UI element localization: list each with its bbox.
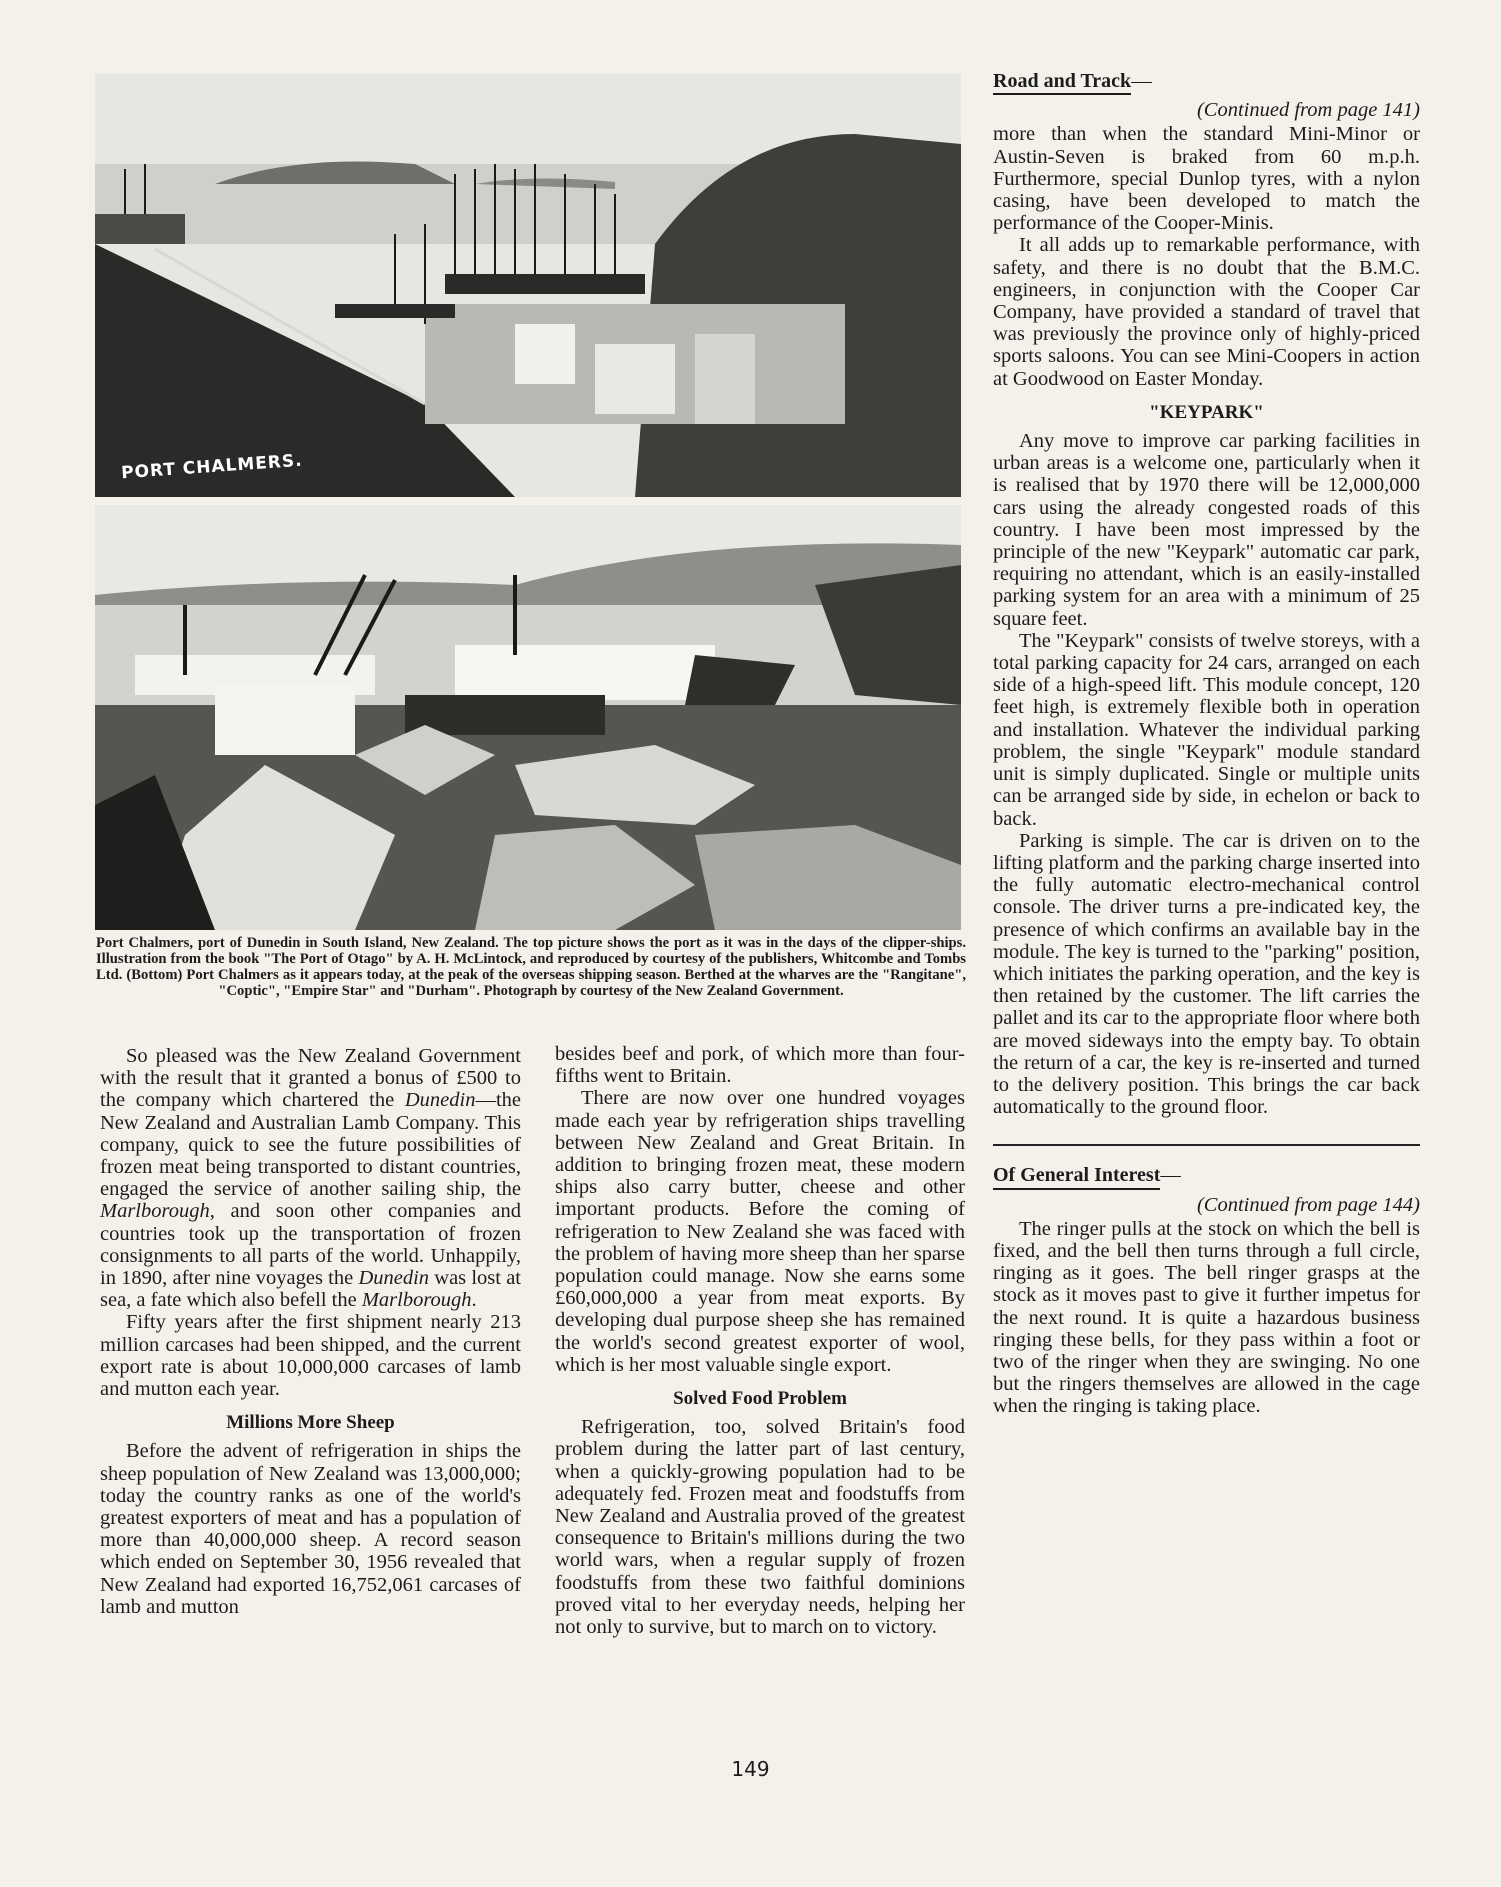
photo-port-chalmers-historic	[95, 74, 961, 497]
general-interest-title-row	[993, 1164, 1420, 1189]
heading-keypark: "KEYPARK"	[1149, 401, 1264, 423]
road-and-track-title: Road and Track	[993, 70, 1131, 95]
left-paragraph-3: Before the advent of refrigeration in ships the sheep population of New Zealand was 13,000,000; today the country ranks as one of the world's greatest exporters of meat and has a population of more than 40,000,000 sheep. A record season which ended on September 30, 1956 revealed that New Zealand had exported 16,752,061 carcases of lamb and mutton	[100, 1440, 521, 1618]
road-paragraph-2: It all adds up to remarkable performance, with safety, and there is no doubt that the B.M.C. engineers, in conjunction with the Cooper Car Company, have provided a standard of travel that was previously the province only of highly-priced sports saloons. You can see Mini-Coopers in action at Goodwood on Easter Monday.	[993, 234, 1420, 390]
photo-caption: Port Chalmers, port of Dunedin in South Island, New Zealand. The top picture shows the port as it was in the days of the clipper-ships. Illustration from the book "The Port of Otago" by A. H. McLintock, and reproduced by courtesy of the publishers, Whitcombe and Tombs Ltd. (Bottom) Port Chalmers as it appears today, at the peak of the overseas shipping season. Berthed at the wharves are the "Rangitane", "Coptic", "Empire Star" and "Durham". Photograph by courtesy of the New Zealand Government.	[96, 935, 966, 999]
section-divider	[993, 1144, 1420, 1146]
road-paragraph-1: more than when the standard Mini-Minor or Austin-Seven is braked from 60 m.p.h. Furthermore, special Dunlop tyres, with a nylon casing, have been developed to match the performance of the Cooper-Minis.	[993, 123, 1420, 235]
road-and-track-title-row	[993, 70, 1420, 95]
left-paragraph-2: Fifty years after the first shipment nearly 213 million carcases had been shipped, and the current export rate is about 10,000,000 carcases of lamb and mutton each year.	[100, 1311, 521, 1401]
keypark-paragraph-1: Any move to improve car parking facilities in urban areas is a welcome one, particularly when it is realised that by 1970 there will be 12,000,000 cars using the already congested roads of this country. I have been most impressed by the principle of the new "Keypark" automatic car park, requiring no attendant, which is an easily-installed parking system for an area with a minimum of 25 square feet.	[993, 430, 1420, 630]
middle-column	[555, 1043, 965, 1638]
heading-solved-food-problem: Solved Food Problem	[673, 1388, 847, 1410]
general-paragraph-1: The ringer pulls at the stock on which the bell is fixed, and the bell then turns through a full circle, ringing as it goes. The bell ringer grasps at the stock as it moves past to give it further impetus for the next round. It is quite a hazardous business ringing these bells, for they pass within a foot or two of the ringer when they are swinging. No one but the ringers themselves are allowed in the cage when the ringing is taking place.	[993, 1217, 1420, 1418]
historic-harbour-image	[95, 74, 961, 497]
photo-port-chalmers-modern	[95, 505, 961, 930]
right-column	[993, 70, 1420, 1418]
road-and-track-continued: (Continued from page 141)	[1196, 99, 1420, 122]
middle-paragraph-1: besides beef and pork, of which more than four-fifths went to Britain.	[555, 1043, 965, 1088]
heading-millions-more-sheep: Millions More Sheep	[226, 1412, 395, 1434]
keypark-paragraph-3: Parking is simple. The car is driven on to the lifting platform and the parking charge inserted into the fully automatic electro-mechanical control console. The driver turns a pre-indicated key, the presence of which confirms an available bay in the module. The key is turned to the "parking" position, which initiates the parking operation, and the key is then retained by the customer. The lift carries the pallet and its car to the appropriate floor where both are moved sideways into the empty bay. To obtain the return of a car, the key is re-inserted and turned to the delivery position. This brings the car back automatically to the ground floor.	[993, 829, 1420, 1119]
modern-harbour-image	[95, 505, 961, 930]
left-paragraph-1: So pleased was the New Zealand Government with the result that it granted a bonus of £500 to the company which chartered the Dunedin—the New Zealand and Australian Lamb Company. This company, quick to see the future possibilities of frozen meat being transported to distant countries, engaged the service of another sailing ship, the Marlborough, and soon other companies and countries took up the transportation of frozen consignments to all parts of the world. Unhappily, in 1890, after nine voyages the Dunedin was lost at sea, a fate which also befell the Marlborough.	[100, 1045, 521, 1312]
keypark-paragraph-2: The "Keypark" consists of twelve storeys, with a total parking capacity for 24 cars, arranged on each side of a high-speed lift. This module concept, 120 feet high, is extremely flexible both in operation and installation. Whatever the individual parking problem, the single "Keypark" module standard unit is simply duplicated. Single or multiple units can be arranged side by side, in echelon or back to back.	[993, 629, 1420, 830]
general-interest-dash: —	[1160, 1164, 1181, 1187]
left-column	[100, 1045, 521, 1618]
general-interest-continued: (Continued from page 144)	[1196, 1193, 1420, 1216]
road-and-track-dash: —	[1131, 70, 1152, 92]
page-number: 149	[731, 1757, 770, 1781]
middle-paragraph-3: Refrigeration, too, solved Britain's food problem during the latter part of last century, when a quickly-growing population had to be adequately fed. Frozen meat and foodstuffs from New Zealand and Australia proved of the greatest consequence to Britain's millions during the two world wars, when a regular supply of frozen foodstuffs from these two faithful dominions proved vital to her everyday needs, helping her not only to survive, but to march on to victory.	[555, 1416, 965, 1639]
photo-inscription: PORT CHALMERS.	[120, 450, 304, 484]
general-interest-title: Of General Interest	[993, 1164, 1160, 1189]
middle-paragraph-2: There are now over one hundred voyages made each year by refrigeration ships travelling between New Zealand and Great Britain. In addition to bringing frozen meat, these modern ships also carry butter, cheese and other important products. Before the coming of refrigeration to New Zealand she was faced with the problem of having more sheep than her sparse population could manage. Now she earns some £60,000,000 a year from meat exports. By developing dual purpose sheep she has remained the world's second greatest exporter of wool, which is her most valuable single export.	[555, 1087, 965, 1376]
